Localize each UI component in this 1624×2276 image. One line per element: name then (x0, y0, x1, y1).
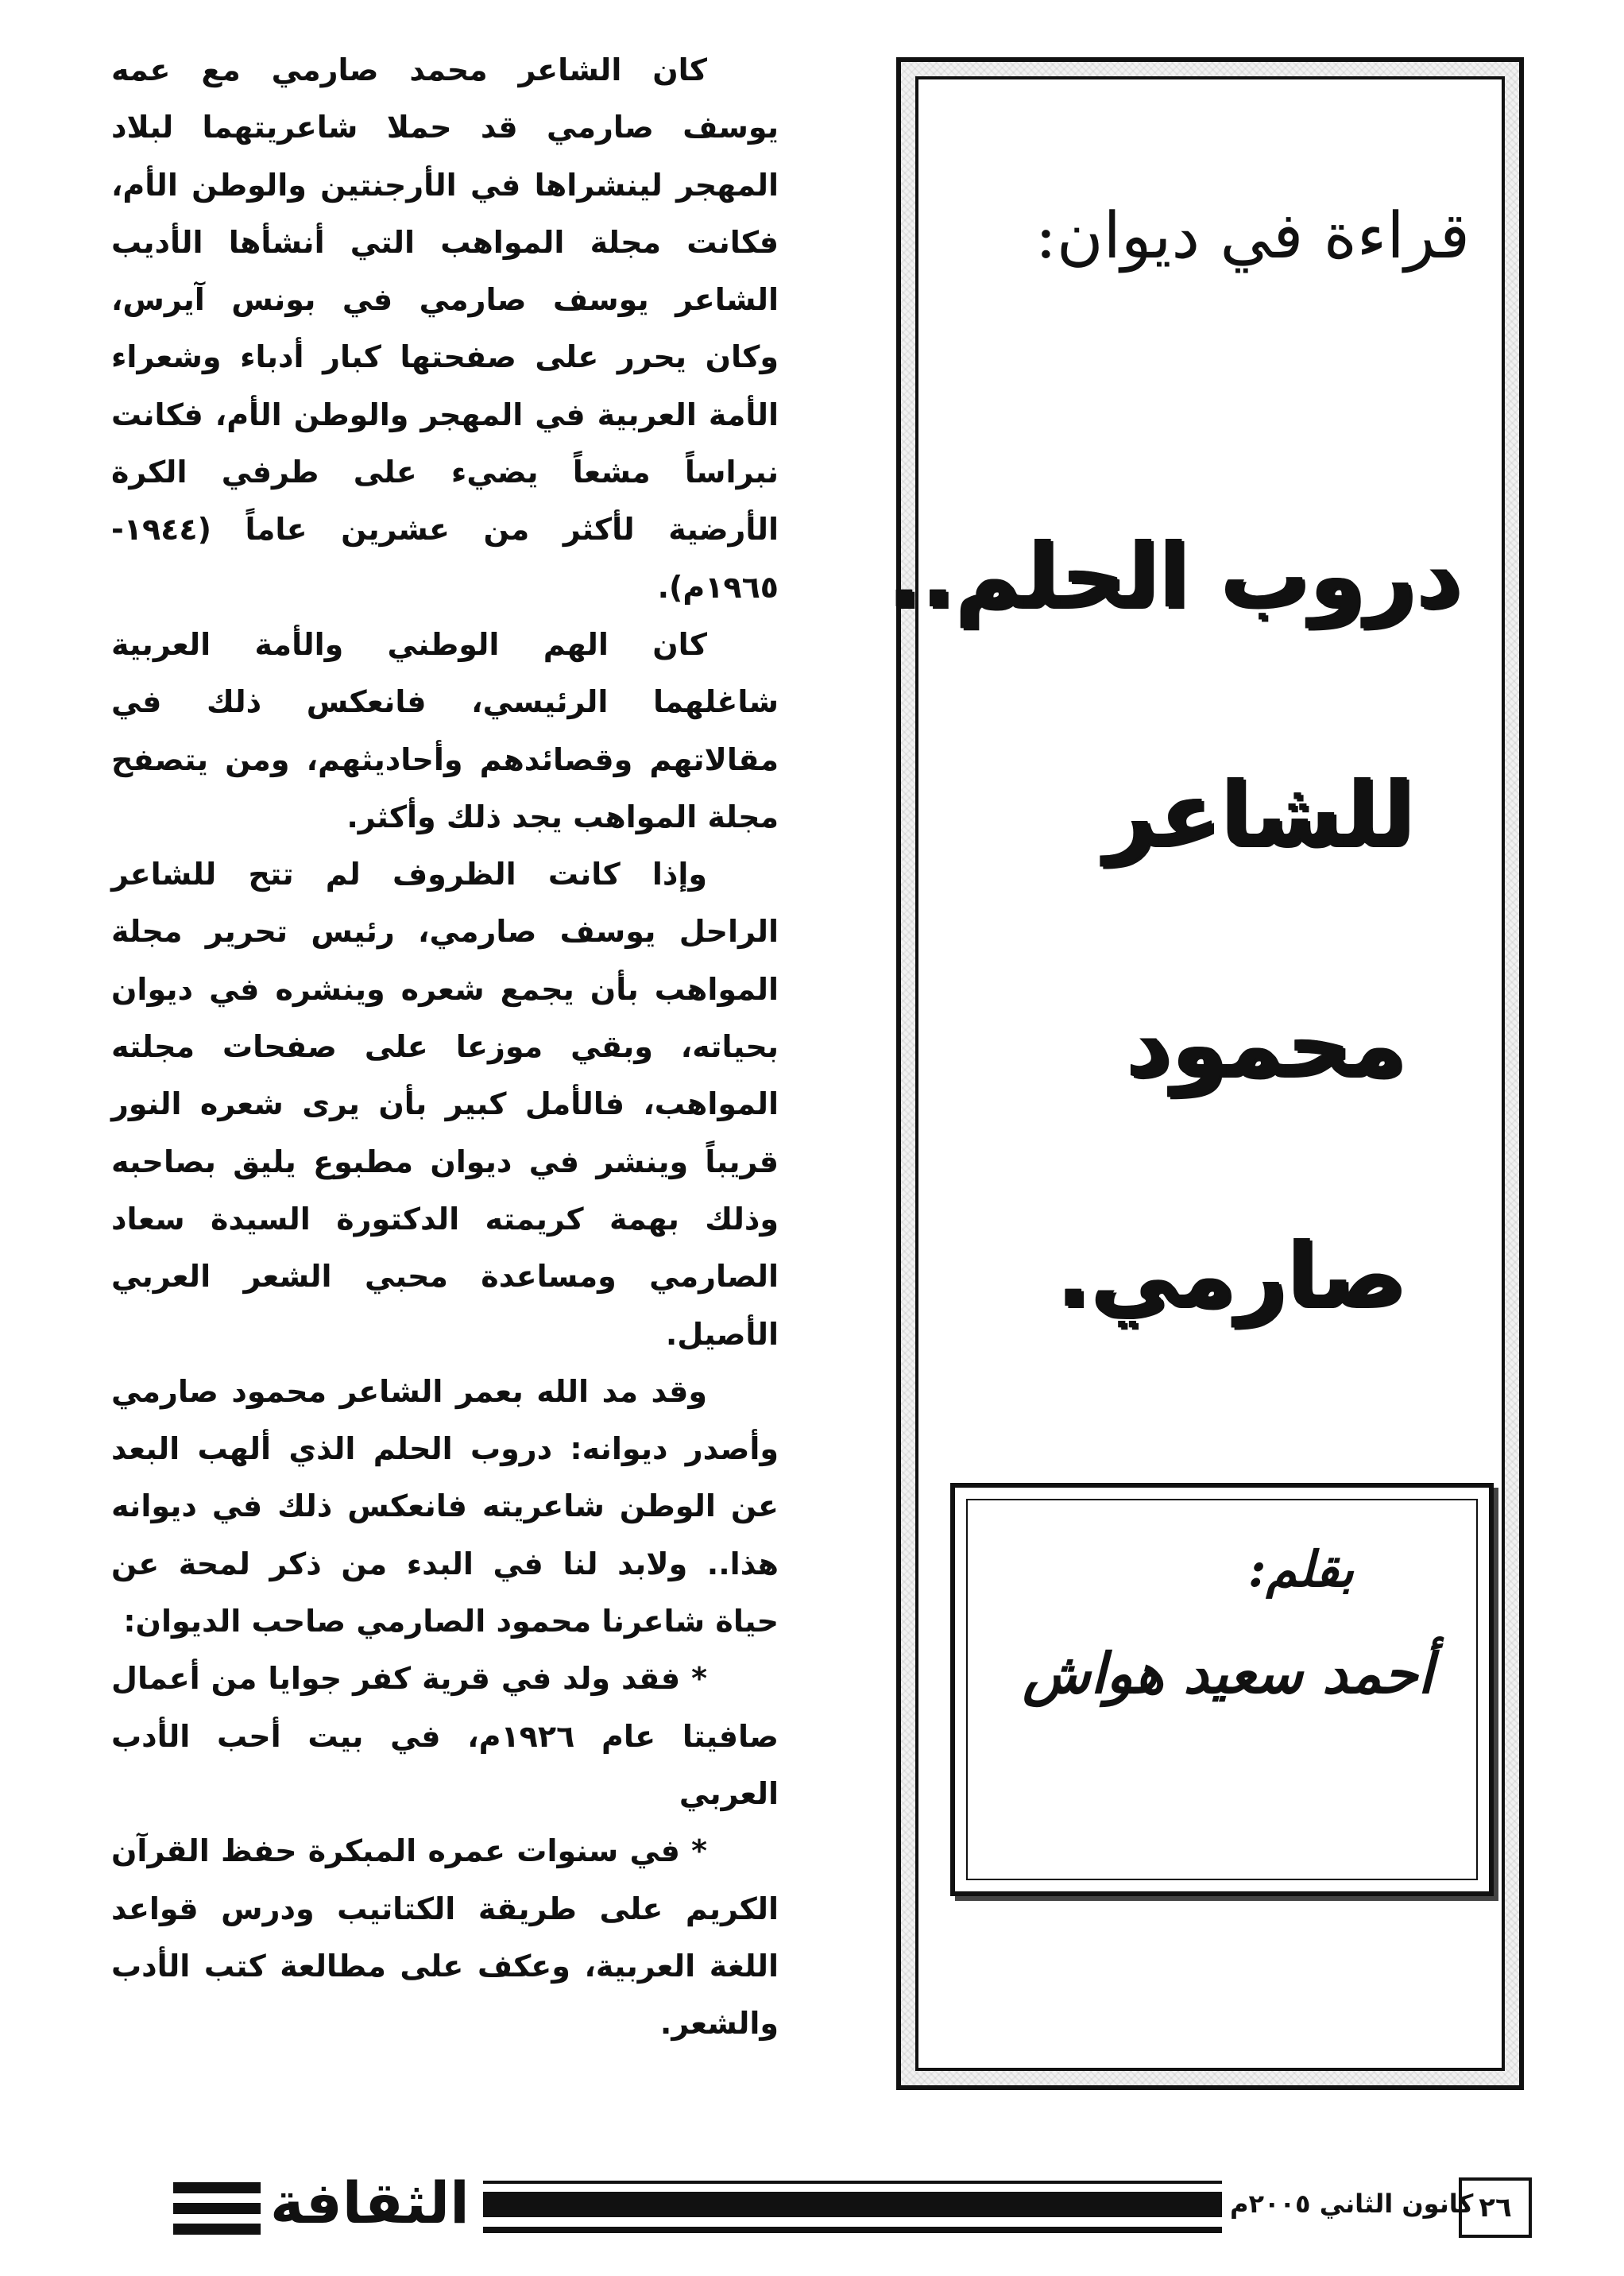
byline-label: بقلم: (1247, 1540, 1354, 1598)
footer-rule (173, 2203, 261, 2214)
footer-rule (483, 2227, 1222, 2233)
footer-rule (173, 2182, 261, 2193)
article-body (111, 41, 779, 2052)
byline-box (950, 1483, 1494, 1896)
title-line: للشاعر (1104, 763, 1414, 866)
title-line: دروب الحلم.. (887, 524, 1462, 628)
footer-rule (483, 2192, 1222, 2217)
page-number: ٢٦ (1459, 2177, 1532, 2238)
footer-rule (173, 2224, 261, 2235)
article-paragraph: * في سنوات عمره المبكرة حفظ القرآن الكريم على طريقة الكتاتيب ودرس قواعد اللغة العربية، وعكف على مطالعة كتب الأدب والشعر. (111, 1833, 779, 2042)
title-line: محمود (1126, 993, 1406, 1097)
article-paragraph: كان الهم الوطني والأمة العربية شاغلهما الرئيسي، فانعكس ذلك في مقالاتهم وقصائدهم وأحاديثهم، ومن يتصفح مجلة المواهب يجد ذلك وأكثر. (111, 626, 779, 834)
article-paragraph: كان الشاعر محمد صارمي مع عمه يوسف صارمي قد حملا شاعريتهما لبلاد المهجر لينشراها في الأرجنتين والوطن الأم، فكانت مجلة المواهب التي أنشأها الأديب الشاعر يوسف صارمي في بونس آيرس، وكان يحرر على صفحتها كبار أدباء وشعراء الأمة العربية في المهجر والوطن الأم، فكانت نبراساً مشعاً يضيء على طرفي الكرة الأرضية لأكثر من عشرين عاماً (١٩٤٤- ١٩٦٥م). (111, 52, 779, 605)
byline-author: أحمد سعيد هواش (1023, 1640, 1433, 1706)
magazine-logo: الثقافة (270, 2170, 470, 2236)
page-footer (0, 2170, 1624, 2249)
article-paragraph: وقد مد الله بعمر الشاعر محمود صارمي وأصدر ديوانه: دروب الحلم الذي ألهب البعد عن الوطن شاعريته فانعكس ذلك في ديوانه هذا.. ولابد لنا في البدء من ذكر لمحة عن حياة شاعرنا محمود الصارمي صاحب الديوان: (111, 1373, 779, 1639)
footer-rule (483, 2181, 1222, 2184)
issue-date: كانون الثاني ٢٠٠٥م (1230, 2189, 1474, 2219)
article-paragraph: وإذا كانت الظروف لم تتح للشاعر الراحل يوسف صارمي، رئيس تحرير مجلة المواهب بأن يجمع شعره وينشره في ديوان بحياته، وبقي موزعا على صفحات مجلته المواهب، فالأمل كبير بأن يرى شعره النور قريباً وينشر في ديوان مطبوع يليق بصاحبه وذلك بهمة كريمته الدكتورة السيدة سعاد الصارمي ومساعدة محبي الشعر العربي الأصيل. (111, 857, 779, 1352)
title-kicker: قراءة في ديوان: (1034, 199, 1470, 273)
article-paragraph: * فقد ولد في قرية كفر جوايا من أعمال صافيتا عام ١٩٢٦م، في بيت أحب الأدب العربي (111, 1661, 779, 1811)
title-line: صارمي. (1057, 1224, 1406, 1327)
